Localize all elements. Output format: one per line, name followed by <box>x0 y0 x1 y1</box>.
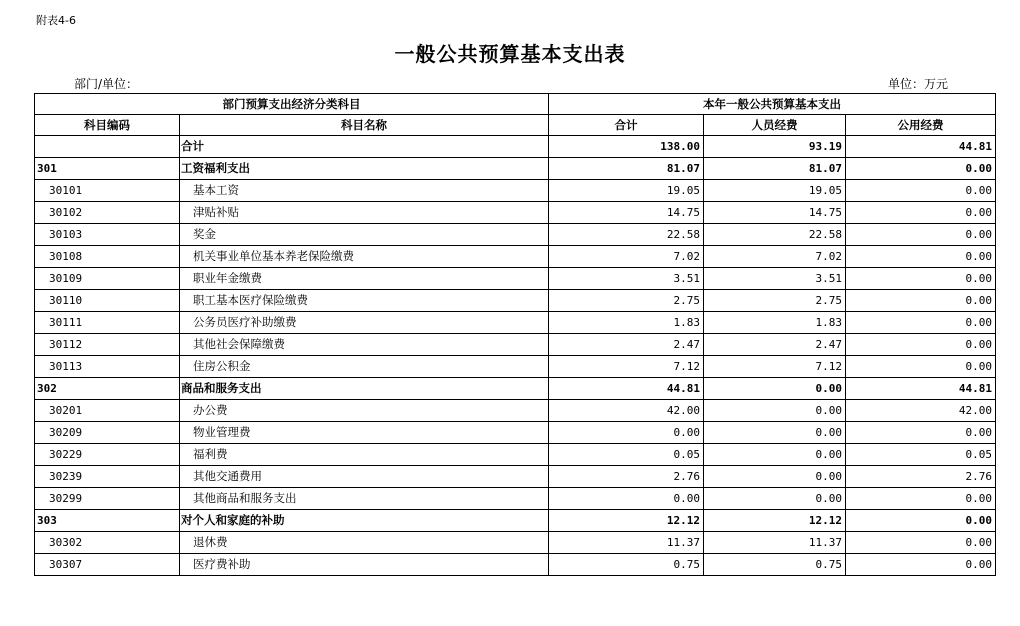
cell-name: 退休费 <box>180 532 549 554</box>
cell-name: 工资福利支出 <box>180 158 549 180</box>
cell-public: 0.00 <box>846 488 996 510</box>
cell-total: 19.05 <box>549 180 704 202</box>
table-row <box>35 466 996 488</box>
table-row <box>35 224 996 246</box>
cell-code: 30209 <box>35 422 180 444</box>
cell-code: 30103 <box>35 224 180 246</box>
cell-name: 福利费 <box>180 444 549 466</box>
annex-label: 附表4-6 <box>36 14 76 27</box>
cell-total: 7.02 <box>549 246 704 268</box>
cell-personnel: 0.00 <box>704 378 846 400</box>
cell-code: 30229 <box>35 444 180 466</box>
cell-public: 0.00 <box>846 290 996 312</box>
cell-name: 其他商品和服务支出 <box>180 488 549 510</box>
cell-public: 0.00 <box>846 180 996 202</box>
cell-code: 302 <box>35 378 180 400</box>
cell-total: 22.58 <box>549 224 704 246</box>
cell-public: 0.00 <box>846 334 996 356</box>
cell-personnel: 7.02 <box>704 246 846 268</box>
table-row <box>35 400 996 422</box>
header-code: 科目编码 <box>35 115 180 136</box>
cell-code: 301 <box>35 158 180 180</box>
cell-name: 津贴补贴 <box>180 202 549 224</box>
cell-code: 30307 <box>35 554 180 576</box>
cell-personnel: 22.58 <box>704 224 846 246</box>
cell-total: 7.12 <box>549 356 704 378</box>
cell-name: 基本工资 <box>180 180 549 202</box>
cell-personnel: 19.05 <box>704 180 846 202</box>
cell-public: 0.00 <box>846 224 996 246</box>
header-total: 合计 <box>549 115 704 136</box>
cell-total: 138.00 <box>549 136 704 158</box>
cell-public: 0.05 <box>846 444 996 466</box>
page-title: 一般公共预算基本支出表 <box>394 42 626 66</box>
cell-total: 0.05 <box>549 444 704 466</box>
cell-personnel: 7.12 <box>704 356 846 378</box>
department-label: 部门/单位： <box>74 77 139 91</box>
cell-code: 30101 <box>35 180 180 202</box>
cell-code: 30299 <box>35 488 180 510</box>
header-group-row <box>35 94 996 115</box>
cell-total: 2.75 <box>549 290 704 312</box>
cell-code: 30112 <box>35 334 180 356</box>
cell-personnel: 0.00 <box>704 400 846 422</box>
cell-code: 303 <box>35 510 180 532</box>
cell-name: 医疗费补助 <box>180 554 549 576</box>
cell-personnel: 0.00 <box>704 466 846 488</box>
cell-personnel: 0.00 <box>704 444 846 466</box>
header-public: 公用经费 <box>846 115 996 136</box>
cell-name: 奖金 <box>180 224 549 246</box>
header-name: 科目名称 <box>180 115 549 136</box>
cell-public: 2.76 <box>846 466 996 488</box>
table-row <box>35 554 996 576</box>
cell-public: 0.00 <box>846 312 996 334</box>
cell-code: 30110 <box>35 290 180 312</box>
cell-name: 其他社会保障缴费 <box>180 334 549 356</box>
cell-personnel: 0.75 <box>704 554 846 576</box>
cell-public: 0.00 <box>846 268 996 290</box>
cell-code: 30239 <box>35 466 180 488</box>
cell-public: 0.00 <box>846 356 996 378</box>
cell-name: 职工基本医疗保险缴费 <box>180 290 549 312</box>
cell-personnel: 1.83 <box>704 312 846 334</box>
cell-personnel: 11.37 <box>704 532 846 554</box>
cell-name: 商品和服务支出 <box>180 378 549 400</box>
cell-total: 11.37 <box>549 532 704 554</box>
cell-public: 44.81 <box>846 136 996 158</box>
header-column-row <box>35 115 996 136</box>
cell-code <box>35 136 180 158</box>
cell-total: 44.81 <box>549 378 704 400</box>
table-row <box>35 356 996 378</box>
table-row <box>35 158 996 180</box>
cell-public: 0.00 <box>846 202 996 224</box>
cell-public: 44.81 <box>846 378 996 400</box>
cell-total: 0.75 <box>549 554 704 576</box>
cell-personnel: 3.51 <box>704 268 846 290</box>
cell-public: 0.00 <box>846 532 996 554</box>
cell-personnel: 2.75 <box>704 290 846 312</box>
cell-name: 对个人和家庭的补助 <box>180 510 549 532</box>
cell-total: 2.47 <box>549 334 704 356</box>
cell-public: 0.00 <box>846 510 996 532</box>
table-row <box>35 488 996 510</box>
table-row <box>35 334 996 356</box>
table-row <box>35 136 996 158</box>
header-personnel: 人员经费 <box>704 115 846 136</box>
cell-code: 30108 <box>35 246 180 268</box>
cell-code: 30102 <box>35 202 180 224</box>
cell-total: 14.75 <box>549 202 704 224</box>
cell-public: 0.00 <box>846 158 996 180</box>
table-row <box>35 422 996 444</box>
cell-public: 42.00 <box>846 400 996 422</box>
cell-public: 0.00 <box>846 554 996 576</box>
cell-personnel: 2.47 <box>704 334 846 356</box>
cell-personnel: 12.12 <box>704 510 846 532</box>
header-group-left: 部门预算支出经济分类科目 <box>35 94 549 115</box>
cell-total: 42.00 <box>549 400 704 422</box>
table-row <box>35 444 996 466</box>
cell-personnel: 0.00 <box>704 422 846 444</box>
table-row <box>35 312 996 334</box>
budget-table <box>34 93 996 576</box>
cell-public: 0.00 <box>846 422 996 444</box>
cell-code: 30109 <box>35 268 180 290</box>
cell-code: 30111 <box>35 312 180 334</box>
cell-name: 物业管理费 <box>180 422 549 444</box>
cell-code: 30113 <box>35 356 180 378</box>
cell-name: 机关事业单位基本养老保险缴费 <box>180 246 549 268</box>
cell-name: 职业年金缴费 <box>180 268 549 290</box>
cell-personnel: 93.19 <box>704 136 846 158</box>
cell-total: 81.07 <box>549 158 704 180</box>
table-row <box>35 246 996 268</box>
cell-total: 0.00 <box>549 488 704 510</box>
cell-total: 0.00 <box>549 422 704 444</box>
unit-label: 单位：万元 <box>888 77 949 91</box>
cell-name: 合计 <box>180 136 549 158</box>
cell-personnel: 81.07 <box>704 158 846 180</box>
table-row <box>35 180 996 202</box>
table-row <box>35 532 996 554</box>
header-group-right: 本年一般公共预算基本支出 <box>549 94 996 115</box>
cell-total: 3.51 <box>549 268 704 290</box>
cell-name: 办公费 <box>180 400 549 422</box>
cell-code: 30302 <box>35 532 180 554</box>
cell-public: 0.00 <box>846 246 996 268</box>
table-row <box>35 202 996 224</box>
cell-total: 1.83 <box>549 312 704 334</box>
cell-name: 公务员医疗补助缴费 <box>180 312 549 334</box>
cell-total: 12.12 <box>549 510 704 532</box>
cell-personnel: 0.00 <box>704 488 846 510</box>
cell-name: 其他交通费用 <box>180 466 549 488</box>
cell-code: 30201 <box>35 400 180 422</box>
table-row <box>35 378 996 400</box>
table-row <box>35 510 996 532</box>
cell-total: 2.76 <box>549 466 704 488</box>
cell-name: 住房公积金 <box>180 356 549 378</box>
cell-personnel: 14.75 <box>704 202 846 224</box>
table-row <box>35 290 996 312</box>
table-row <box>35 268 996 290</box>
